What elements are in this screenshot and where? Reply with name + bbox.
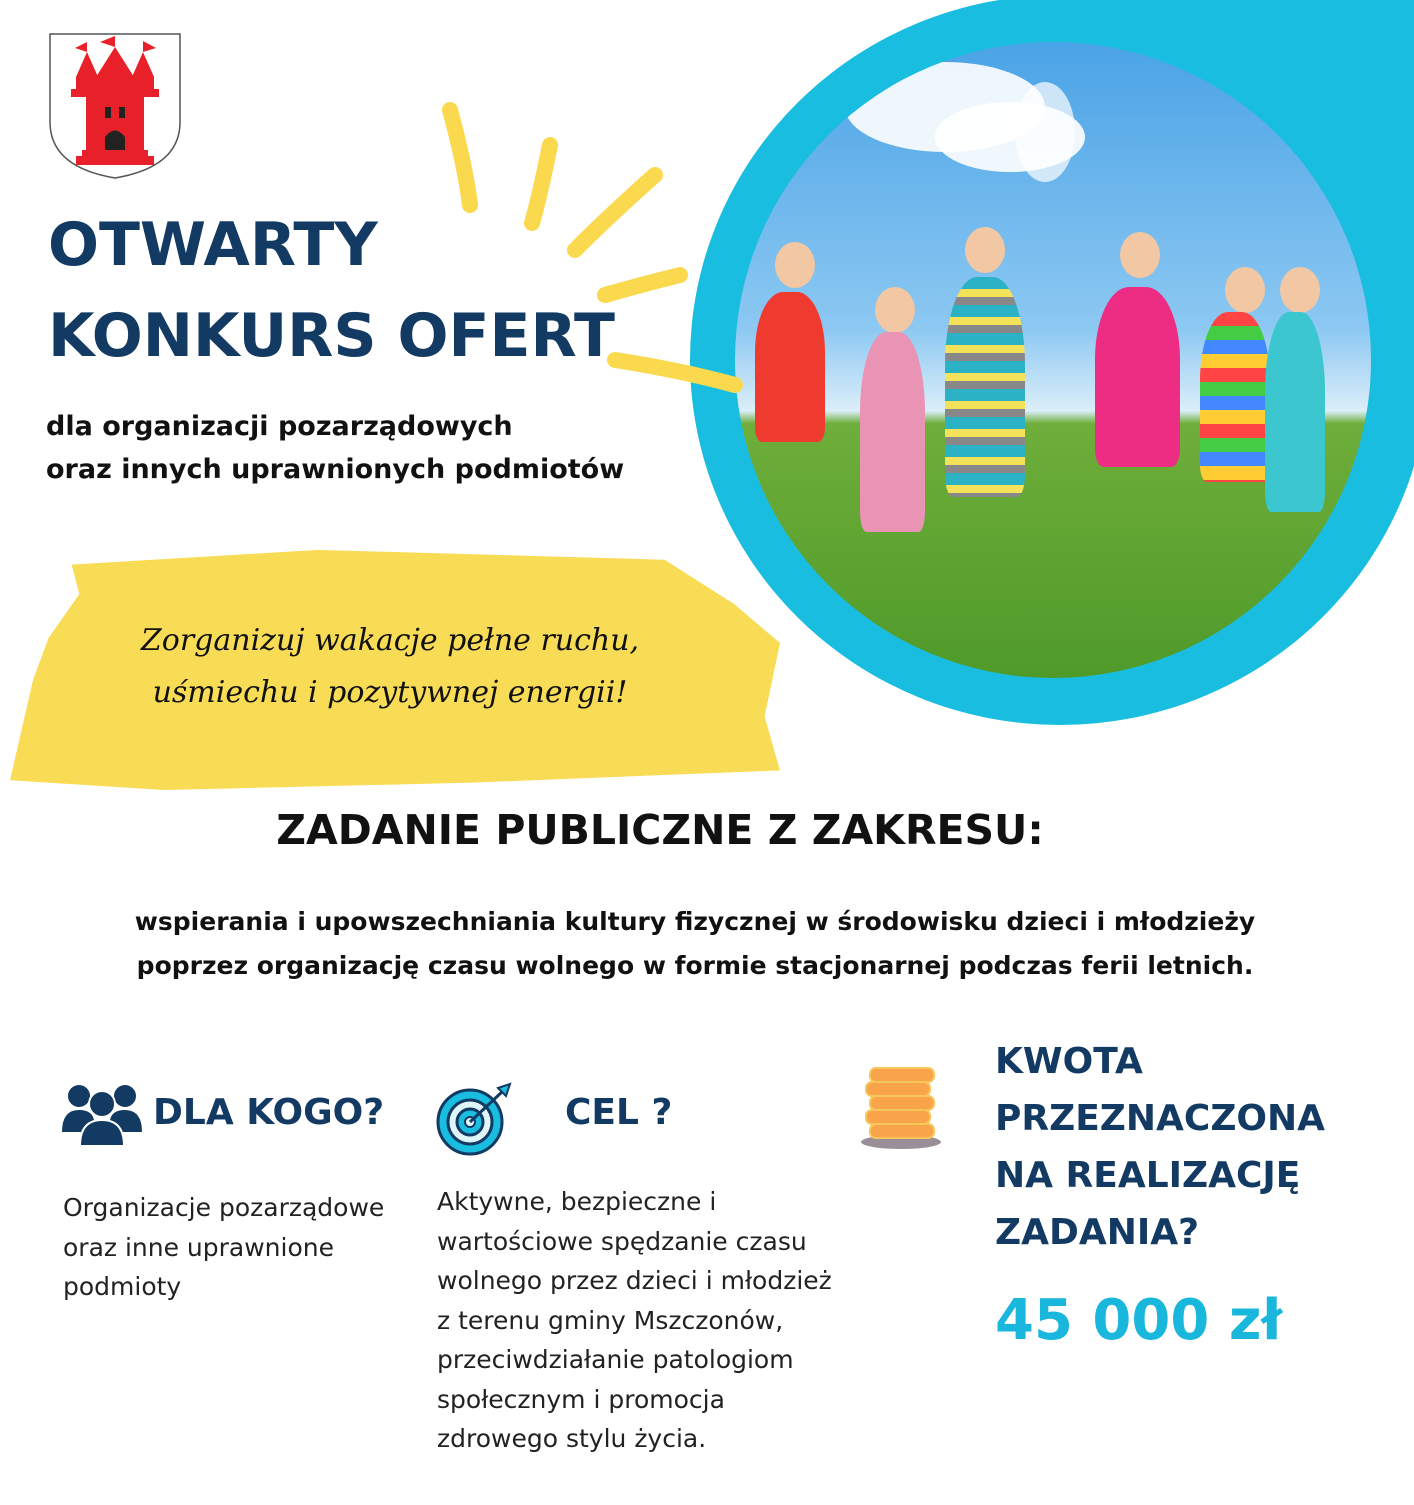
heading-line: ZADANIA? — [995, 1212, 1199, 1253]
task-line: wspierania i upowszechniania kultury fizycznej w środowisku dzieci i młodzieży — [134, 907, 1256, 936]
subtitle-line: dla organizacji pozarządowych — [46, 411, 513, 442]
text-line: Aktywne, bezpieczne i — [437, 1187, 717, 1216]
slogan-line: Zorganizuj wakacje pełne ruchu, — [140, 623, 640, 658]
text-line: z terenu gminy Mszczonów, — [437, 1305, 784, 1335]
funds-amount: 45 000 zł — [995, 1288, 1283, 1353]
children-running-photo — [735, 42, 1371, 678]
slogan — [80, 615, 700, 719]
text-line: wartościowe spędzanie czasu — [437, 1226, 807, 1256]
who-heading: DLA KOGO? — [153, 1092, 385, 1133]
target-icon — [436, 1082, 516, 1156]
text-line: zdrowego stylu życia. — [437, 1424, 707, 1453]
coins-icon — [858, 1064, 944, 1150]
text-line: podmioty — [63, 1272, 182, 1301]
text-line: przeciwdziałanie patologiom — [437, 1345, 794, 1374]
people-icon — [62, 1080, 142, 1146]
subtitle-line: oraz innych uprawnionych podmiotów — [46, 454, 625, 485]
goal-heading: CEL ? — [565, 1092, 673, 1133]
task-line: poprzez organizację czasu wolnego w formie stacjonarnej podczas ferii letnich. — [136, 951, 1254, 980]
text-line: wolnego przez dzieci i młodzież — [437, 1266, 832, 1295]
text-line: społecznym i promocja — [437, 1384, 725, 1414]
text-line: oraz inne uprawnione — [63, 1232, 334, 1262]
heading-line: PRZEZNACZONA — [995, 1098, 1326, 1139]
task-description — [40, 900, 1350, 988]
title-line: OTWARTY — [48, 210, 378, 280]
text-line: Organizacje pozarządowe — [63, 1193, 385, 1222]
title-line: KONKURS OFERT — [48, 301, 615, 371]
municipality-coat-of-arms-logo — [48, 32, 182, 180]
page-title — [48, 200, 615, 382]
who-text — [63, 1188, 384, 1307]
heading-line: KWOTA — [995, 1041, 1143, 1082]
subtitle — [46, 405, 624, 491]
slogan-line: uśmiechu i pozytywnej energii! — [152, 675, 628, 710]
heading-line: NA REALIZACJĘ — [995, 1155, 1301, 1196]
funds-heading — [995, 1033, 1325, 1261]
task-heading: ZADANIE PUBLICZNE Z ZAKRESU: — [276, 806, 1044, 854]
goal-text — [437, 1182, 832, 1459]
